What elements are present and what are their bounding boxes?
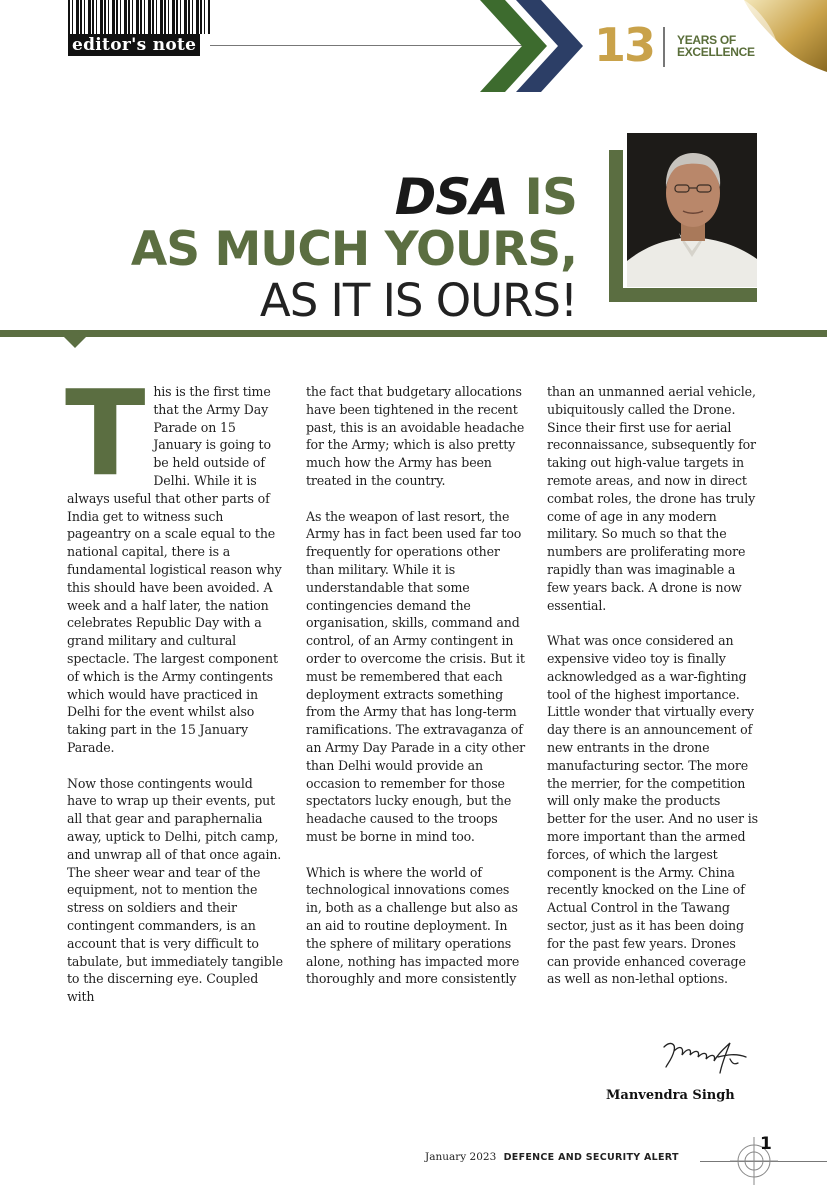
article-paragraph: Now those contingents would have to wrap up their events, put all that gear and paraphernalia away, uptick to Delhi, pitch camp, and unwrap all of that once again. The sheer wear and tear of the equipment, not to mention the stress on soldiers and their contingent commanders, is an account that is very difficult to tabulate, but immediately tangible to the discerning eye. Coupled with bbox=[67, 775, 283, 1005]
article-paragraph: As the weapon of last resort, the Army has in fact been used far too frequently for operations other than military. While it is understandable that some contingencies demand the organisation, skills, command and control, of an Army contingent in order to overcome the crisis. But it must be remembered that each deployment extracts something from the Army that has long-term ramifications. The extravaganza of an Army Day Parade in a city other than Delhi would provide an occasion to remember for those spectators lucky enough, but the headache caused to the troops must be borne in mind too. bbox=[306, 508, 526, 844]
article-paragraph: What was once considered an expensive video toy is finally acknowledged as a war-fighting tool of the highest importance. Little wonder that virtually every day there is an announcement of new entrants in the drone manufacturing sector. The more the merrier, for the competition will only make the products better for the user. And no user is more important than the armed forces, of which the largest component is the Army. China recently knocked on the Line of Actual Control in the Tawang sector, just as it has been doing for the past few years. Drones can provide enhanced coverage as well as non-lethal options. bbox=[547, 633, 758, 987]
headline-line1 bbox=[394, 168, 577, 226]
anniversary-line2: EXCELLENCE bbox=[677, 45, 755, 59]
rule-pointer bbox=[64, 337, 86, 348]
article-paragraph: the fact that budgetary allocations have been tightened in the recent past, this is an avoidable headache for the Army; which is also pretty much how the Army has been treated in the country. bbox=[306, 384, 525, 488]
footer-issue: January 2023 bbox=[425, 1151, 497, 1163]
article-paragraph: than an unmanned aerial vehicle, ubiquitously called the Drone. Since their first use for aerial reconnaissance, subsequently for taking out high-value targets in remote areas, and now in direct combat roles, the drone has truly come of age in any modern military. So much so that the numbers are proliferating more rapidly than was imaginable a few years back. A drone is now essential. bbox=[547, 384, 756, 613]
handwritten-signature bbox=[660, 1033, 750, 1079]
barcode-graphic bbox=[68, 0, 210, 34]
article-column-3 bbox=[547, 383, 759, 1006]
anniversary-number: 13 bbox=[594, 18, 655, 72]
headline-brand: DSA bbox=[394, 168, 508, 226]
page-number: 1 bbox=[760, 1134, 772, 1154]
photo-frame-vertical bbox=[609, 150, 623, 302]
headline-line2: AS MUCH YOURS, bbox=[130, 222, 577, 277]
photo-frame-horizontal bbox=[609, 288, 757, 302]
page-curl-graphic bbox=[732, 0, 827, 80]
article-paragraph: Which is where the world of technological innovations comes in, both as a challenge but also as an aid to routine deployment. In the sphere of military operations alone, nothing has impacted more thoroughly and more consistently bbox=[306, 864, 520, 987]
crosshair-icon bbox=[730, 1133, 786, 1189]
article-column-1 bbox=[65, 364, 283, 1024]
anniversary-line1: YEARS OF bbox=[677, 33, 736, 47]
section-tag: editor's note bbox=[68, 34, 200, 56]
author-name: Manvendra Singh bbox=[606, 1088, 735, 1103]
chevron-arrows-graphic bbox=[470, 0, 595, 92]
editor-portrait-photo bbox=[627, 133, 757, 287]
section-rule bbox=[0, 330, 827, 337]
footer-publication: DEFENCE AND SECURITY ALERT bbox=[503, 1152, 679, 1163]
headline-line3: AS IT IS OURS! bbox=[259, 274, 577, 327]
article-paragraph: his is the first time that the Army Day Parade on 15 January is going to be held outside of Delhi. While it is always useful that other parts of India get to witness such pageantry on a scale equal to the national capital, there is a fundamental logistical reason why this should have been avoided. A week and a half later, the nation celebrates Republic Day with a grand military and cultural spectacle. The largest component of which is the Army contingents which would have practiced in Delhi for the event whilst also taking part in the 15 January Parade. bbox=[67, 384, 282, 755]
drop-cap: T bbox=[65, 364, 146, 502]
anniversary-divider bbox=[663, 27, 665, 67]
headline-line1-rest: IS bbox=[507, 168, 577, 226]
article-column-2 bbox=[306, 383, 526, 1006]
footer-issue-line bbox=[425, 1151, 679, 1163]
